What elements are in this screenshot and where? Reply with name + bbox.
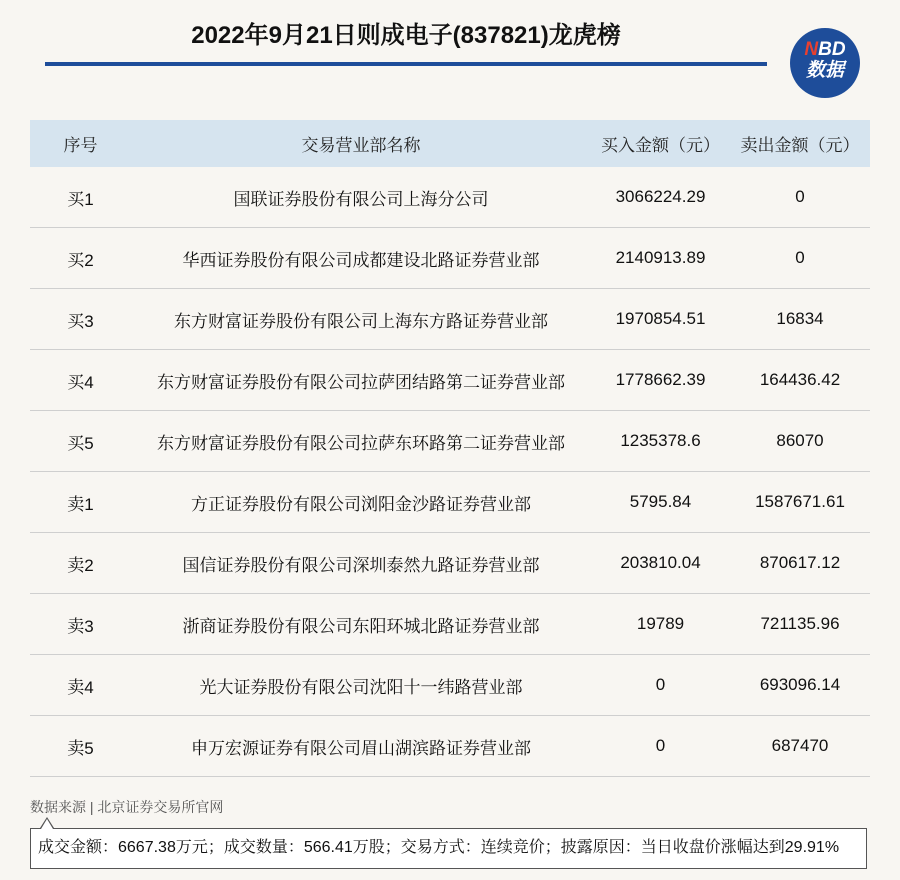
cell-buy-amount: 2140913.89 <box>591 228 730 289</box>
title-underline <box>45 62 767 66</box>
cell-branch-name: 光大证券股份有限公司沈阳十一纬路营业部 <box>131 655 591 716</box>
cell-seq: 卖1 <box>30 472 131 533</box>
cell-buy-amount: 19789 <box>591 594 730 655</box>
cell-seq: 卖3 <box>30 594 131 655</box>
logo-line2: 数据 <box>805 60 844 81</box>
cell-seq: 卖4 <box>30 655 131 716</box>
cell-seq: 买4 <box>30 350 131 411</box>
cell-sell-amount: 86070 <box>730 411 870 472</box>
nbd-logo <box>790 28 860 98</box>
cell-buy-amount: 1970854.51 <box>591 289 730 350</box>
table-row <box>30 594 870 655</box>
logo-letter-n: N <box>804 39 819 60</box>
header-branch-name: 交易营业部名称 <box>131 120 591 167</box>
cell-seq: 买2 <box>30 228 131 289</box>
cell-seq: 买3 <box>30 289 131 350</box>
page-title: 2022年9月21日则成电子(837821)龙虎榜 <box>191 22 621 49</box>
cell-branch-name: 国联证券股份有限公司上海分公司 <box>131 167 591 228</box>
cell-buy-amount: 5795.84 <box>591 472 730 533</box>
cell-sell-amount: 1587671.61 <box>730 472 870 533</box>
cell-sell-amount: 693096.14 <box>730 655 870 716</box>
header-seq: 序号 <box>30 120 131 167</box>
cell-sell-amount: 687470 <box>730 716 870 777</box>
table-row <box>30 655 870 716</box>
cell-buy-amount: 3066224.29 <box>591 167 730 228</box>
table-row <box>30 228 870 289</box>
cell-branch-name: 东方财富证券股份有限公司拉萨团结路第二证券营业部 <box>131 350 591 411</box>
cell-seq: 买1 <box>30 167 131 228</box>
cell-sell-amount: 870617.12 <box>730 533 870 594</box>
cell-seq: 买5 <box>30 411 131 472</box>
cell-buy-amount: 0 <box>591 655 730 716</box>
logo-letters-bd: BD <box>818 39 846 60</box>
cell-branch-name: 方正证券股份有限公司浏阳金沙路证券营业部 <box>131 472 591 533</box>
cell-buy-amount: 1235378.6 <box>591 411 730 472</box>
table-row <box>30 716 870 777</box>
cell-buy-amount: 203810.04 <box>591 533 730 594</box>
logo-line1 <box>790 40 860 60</box>
table-row <box>30 411 870 472</box>
table-row <box>30 472 870 533</box>
cell-buy-amount: 1778662.39 <box>591 350 730 411</box>
cell-sell-amount: 0 <box>730 228 870 289</box>
cell-branch-name: 东方财富证券股份有限公司上海东方路证券营业部 <box>131 289 591 350</box>
data-source: 数据来源 | 北京证券交易所官网 <box>30 799 224 815</box>
table-row <box>30 289 870 350</box>
cell-buy-amount: 0 <box>591 716 730 777</box>
header-sell-amount: 卖出金额（元） <box>730 120 870 167</box>
cell-seq: 卖2 <box>30 533 131 594</box>
cell-sell-amount: 164436.42 <box>730 350 870 411</box>
cell-sell-amount: 16834 <box>730 289 870 350</box>
cell-branch-name: 华西证券股份有限公司成都建设北路证券营业部 <box>131 228 591 289</box>
table-row <box>30 350 870 411</box>
dragon-tiger-table <box>30 120 870 777</box>
cell-seq: 卖5 <box>30 716 131 777</box>
cell-branch-name: 申万宏源证券有限公司眉山湖滨路证券营业部 <box>131 716 591 777</box>
table-row <box>30 533 870 594</box>
note-pointer-fill <box>41 819 53 829</box>
cell-branch-name: 东方财富证券股份有限公司拉萨东环路第二证券营业部 <box>131 411 591 472</box>
table-row <box>30 167 870 228</box>
cell-branch-name: 浙商证券股份有限公司东阳环城北路证券营业部 <box>131 594 591 655</box>
cell-branch-name: 国信证券股份有限公司深圳泰然九路证券营业部 <box>131 533 591 594</box>
header-buy-amount: 买入金额（元） <box>591 120 730 167</box>
table-header-row <box>30 120 870 167</box>
cell-sell-amount: 721135.96 <box>730 594 870 655</box>
cell-sell-amount: 0 <box>730 167 870 228</box>
trade-summary-note: 成交金额：6667.38万元；成交数量：566.41万股；交易方式：连续竞价；披露原因：当日收盘价涨幅达到29.91% <box>30 828 867 869</box>
